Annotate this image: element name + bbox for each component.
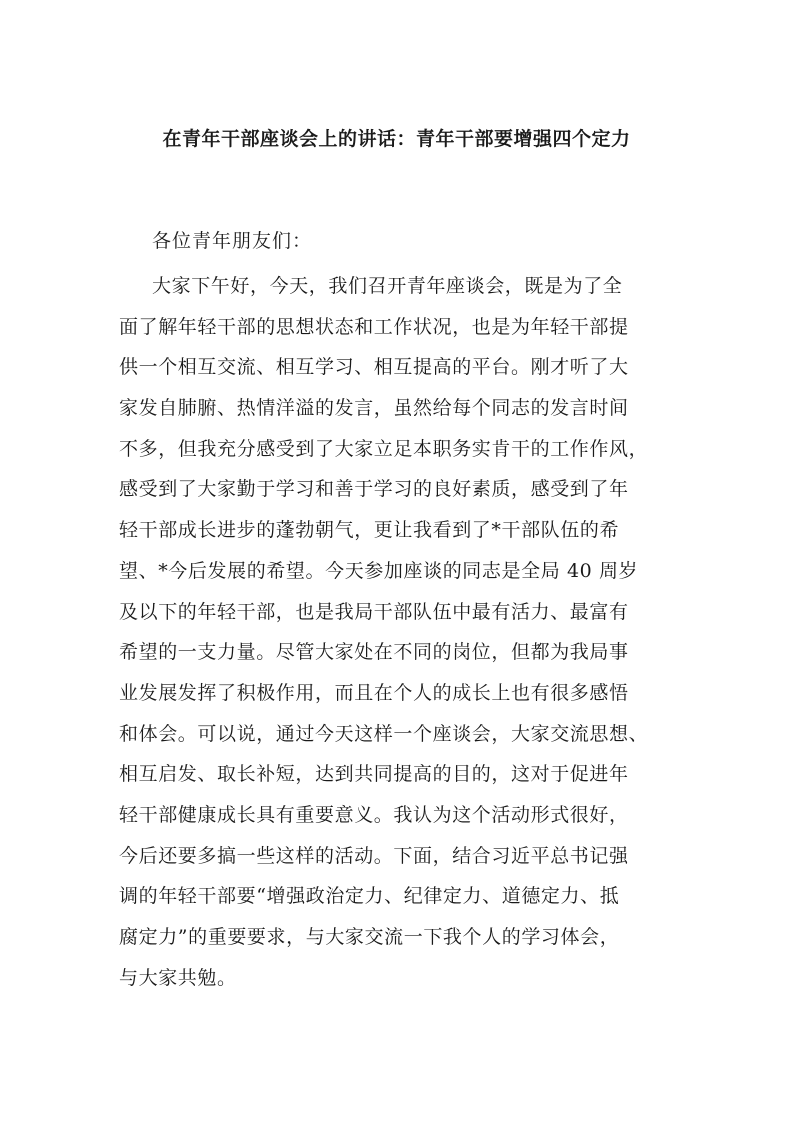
paragraph-line: 与大家共勉。 (119, 966, 237, 989)
paragraph-line: 轻干部成长进步的蓬勃朝气，更让我看到了*干部队伍的希 (119, 519, 620, 542)
paragraph-line: 供一个相互交流、相互学习、相互提高的平台。刚才听了大 (119, 356, 629, 379)
paragraph-line: 面了解年轻干部的思想状态和工作状况，也是为年轻干部提 (119, 315, 629, 338)
paragraph-line: 腐定力”的重要要求，与大家交流一下我个人的学习体会， (119, 926, 620, 948)
document-title: 在青年干部座谈会上的讲话：青年干部要增强四个定力 (162, 128, 631, 150)
paragraph-line: 今后还要多搞一些这样的活动。下面，结合习近平总书记强 (119, 844, 629, 867)
paragraph-line: 大家下午好，今天，我们召开青年座谈会，既是为了全 (152, 275, 623, 297)
paragraph-line: 和体会。可以说，通过今天这样一个座谈会，大家交流思想、 (119, 722, 649, 745)
paragraph-line: 不多，但我充分感受到了大家立足本职务实肯干的工作作风， (119, 437, 649, 460)
paragraph-line: 感受到了大家勤于学习和善于学习的良好素质，感受到了年 (119, 478, 629, 501)
paragraph-line: 调的年轻干部要“增强政治定力、纪律定力、道德定力、抵 (119, 885, 620, 908)
paragraph-line: 希望的一支力量。尽管大家处在不同的岗位，但都为我局事 (119, 641, 629, 664)
paragraph-line: 及以下的年轻干部，也是我局干部队伍中最有活力、最富有 (119, 600, 629, 623)
body-paragraph (119, 271, 684, 1003)
salutation: 各位青年朋友们： (152, 230, 313, 252)
paragraph-line: 业发展发挥了积极作用，而且在个人的成长上也有很多感悟 (119, 681, 629, 704)
paragraph-line: 轻干部健康成长具有重要意义。我认为这个活动形式很好， (119, 803, 629, 826)
paragraph-line: 家发自肺腑、热情洋溢的发言，虽然给每个同志的发言时间 (119, 397, 629, 420)
paragraph-line: 望、*今后发展的希望。今天参加座谈的同志是全局 40 周岁 (119, 559, 639, 582)
paragraph-line: 相互启发、取长补短，达到共同提高的目的，这对于促进年 (119, 763, 629, 786)
